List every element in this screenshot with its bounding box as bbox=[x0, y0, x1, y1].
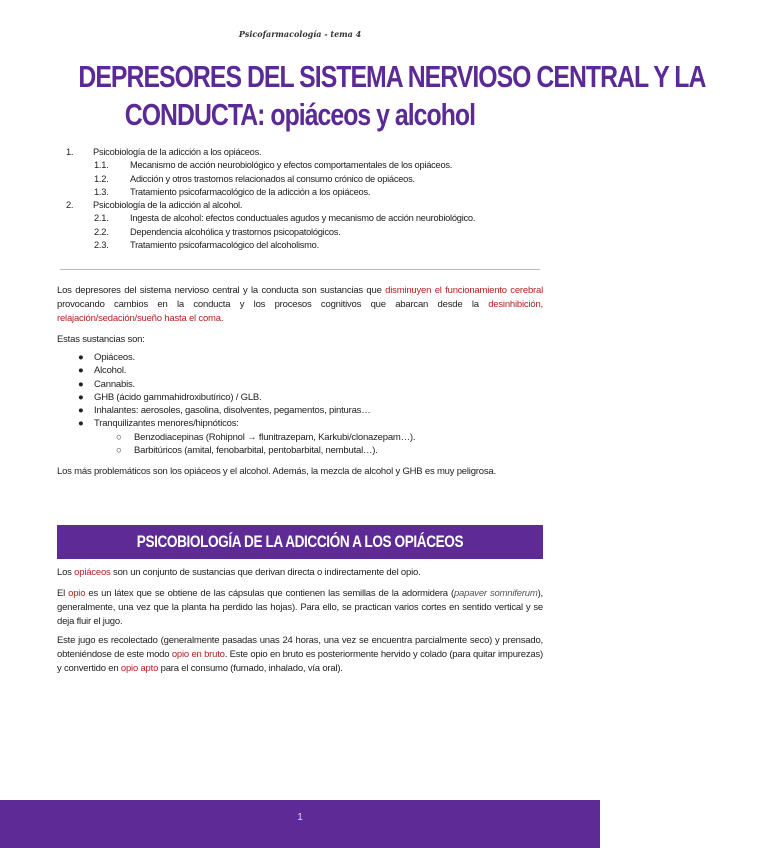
paragraph-jugo bbox=[57, 634, 543, 676]
text: El bbox=[57, 588, 69, 599]
intro-paragraph bbox=[57, 284, 543, 326]
highlight: opio en bruto bbox=[171, 649, 225, 660]
bullet-icon: ● bbox=[78, 378, 84, 390]
text: ), generalmente, una vez que la planta ha perdido las hojas). Para ello, se practican varios cortes en sentido vertical y se deja fluir el jugo. bbox=[57, 588, 543, 627]
problem-paragraph: Los más problemáticos son los opiáceos y el alcohol. Además, la mezcla de alcohol y GHB es muy peligrosa. bbox=[57, 466, 496, 477]
divider bbox=[60, 269, 540, 270]
toc-number: 2. bbox=[66, 200, 74, 211]
list-item: Opiáceos. bbox=[94, 352, 135, 363]
text: . Este opio en bruto es posteriormente hervido y colado (para quitar impurezas) y convertido en bbox=[57, 649, 543, 674]
text: para el consumo (fumado, inhalado, vía oral). bbox=[158, 663, 343, 674]
toc-number: 2.3. bbox=[94, 240, 109, 251]
text: . bbox=[220, 313, 224, 324]
toc-item: Psicobiología de la adicción a los opiáceos. bbox=[93, 147, 262, 157]
highlight: disminuyen el funcionamiento cerebral bbox=[385, 285, 544, 296]
hollow-bullet-icon: ○ bbox=[116, 445, 122, 457]
toc-number: 1. bbox=[66, 147, 74, 157]
hollow-bullet-icon: ○ bbox=[116, 431, 122, 443]
toc-subitem: Mecanismo de acción neurobiológico y efectos comportamentales de los opiáceos. bbox=[130, 160, 453, 171]
toc-subitem: Tratamiento psicofarmacológico de la adicción a los opiáceos. bbox=[130, 186, 371, 197]
italic-term: papaver somniferum bbox=[453, 588, 538, 599]
text: son un conjunto de sustancias que derivan directa o indirectamente del opio. bbox=[110, 567, 421, 578]
list-subitem: Barbitúricos (amital, fenobarbital, pentobarbital, nembutal…). bbox=[134, 445, 378, 457]
text: provocando cambios en la conducta y los procesos cognitivos que abarcan desde la bbox=[57, 299, 489, 310]
bullet-icon: ● bbox=[78, 391, 84, 403]
toc-subitem: Ingesta de alcohol: efectos conductuales agudos y mecanismo de acción neurobiológico. bbox=[130, 213, 476, 224]
page-footer bbox=[0, 800, 600, 848]
page-number: 1 bbox=[297, 812, 303, 823]
title-line-1: DEPRESORES DEL SISTEMA NERVIOSO CENTRAL Y LA bbox=[78, 59, 706, 94]
list-item: Alcohol. bbox=[94, 365, 127, 377]
toc-subitem: Dependencia alcohólica y trastornos psicopatológicos. bbox=[130, 226, 341, 237]
bullet-icon: ● bbox=[78, 418, 84, 430]
paragraph-opiaceos bbox=[57, 566, 543, 580]
toc-subitem: Adicción y otros trastornos relacionados al consumo crónico de opiáceos. bbox=[130, 173, 415, 184]
toc-item: Psicobiología de la adicción al alcohol. bbox=[93, 200, 243, 211]
highlight: opiáceos bbox=[74, 567, 111, 578]
page-title bbox=[0, 58, 706, 134]
text: Los bbox=[57, 567, 75, 578]
bullet-icon: ● bbox=[78, 405, 84, 417]
text: Este jugo es recolectado (generalmente pasadas unas 24 horas, una vez se encuentra parcialmente seco) y prensado, obteniéndose de este modo bbox=[57, 635, 543, 660]
paragraph-opio bbox=[57, 587, 543, 629]
toc-number: 2.1. bbox=[94, 213, 109, 224]
list-item: Inhalantes: aerosoles, gasolina, disolventes, pegamentos, pinturas… bbox=[94, 405, 371, 417]
toc-number: 2.2. bbox=[94, 226, 109, 237]
section-heading bbox=[57, 525, 543, 559]
toc-number: 1.3. bbox=[94, 186, 109, 197]
bullet-icon: ● bbox=[78, 365, 84, 377]
text: es un látex que se obtiene de las cápsulas que contienen las semillas de la adormidera ( bbox=[85, 588, 454, 599]
bullet-icon: ● bbox=[78, 352, 84, 363]
highlight: opio apto bbox=[120, 663, 159, 674]
section-title: PSICOBIOLOGÍA DE LA ADICCIÓN A LOS OPIÁCEOS bbox=[136, 532, 464, 551]
substance-list bbox=[78, 351, 415, 457]
toc-number: 1.2. bbox=[94, 173, 109, 184]
highlight: opio bbox=[68, 588, 86, 599]
list-item: Tranquilizantes menores/hipnóticos: bbox=[94, 418, 239, 430]
list-item: GHB (ácido gammahidroxibutírico) / GLB. bbox=[94, 391, 262, 403]
list-subitem: Benzodiacepinas (Rohipnol → flunitrazepam, Karkubi/clonazepam…). bbox=[134, 431, 416, 443]
running-header: Psicofarmacología - tema 4 bbox=[238, 29, 362, 39]
toc-number: 1.1. bbox=[94, 160, 109, 171]
list-item: Cannabis. bbox=[94, 378, 135, 390]
text: Los depresores del sistema nervioso central y la conducta son sustancias que bbox=[57, 285, 386, 296]
title-line-2: CONDUCTA: opiáceos y alcohol bbox=[124, 97, 476, 132]
list-intro: Estas sustancias son: bbox=[57, 334, 145, 345]
toc-subitem: Tratamiento psicofarmacológico del alcoholismo. bbox=[130, 240, 319, 251]
highlight: desinhibición, relajación/sedación/sueño hasta el coma bbox=[57, 299, 543, 324]
